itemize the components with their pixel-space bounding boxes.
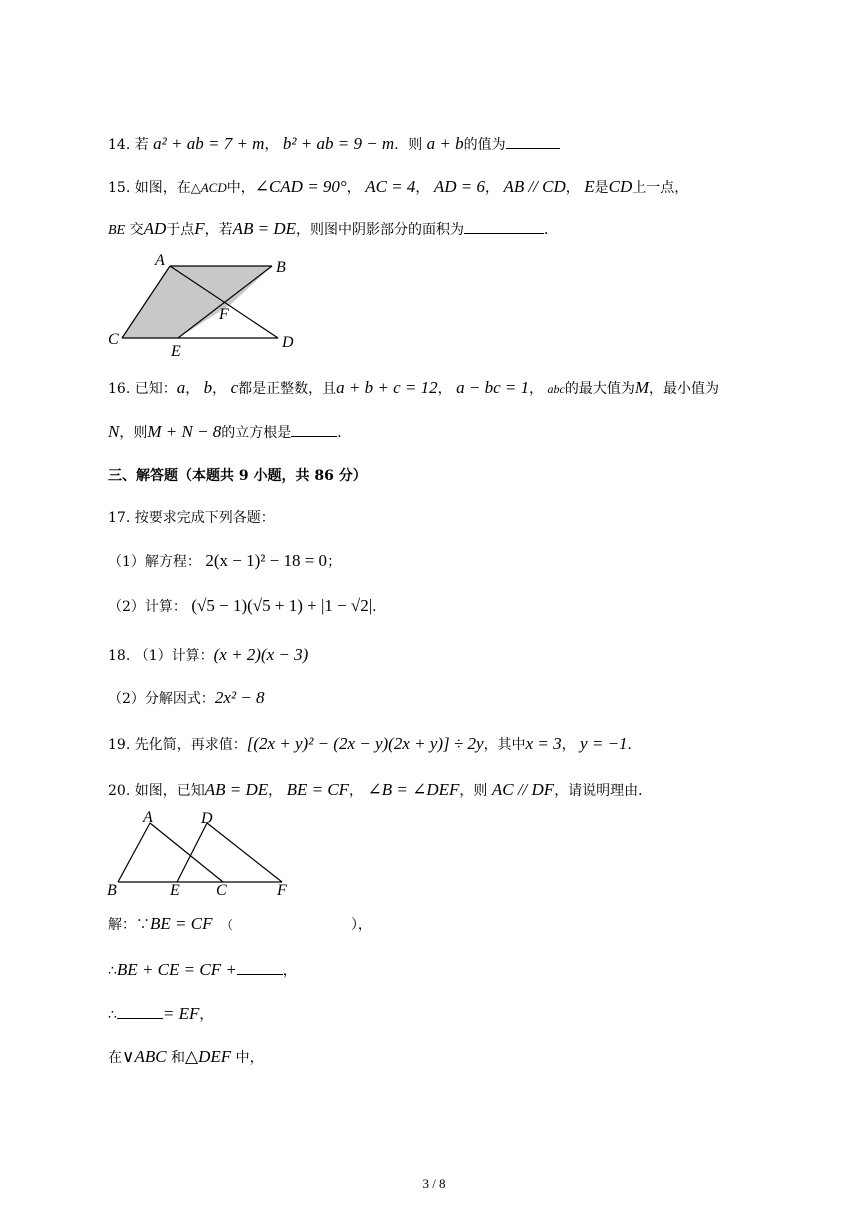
label-c: C xyxy=(108,331,119,348)
answer-blank[interactable] xyxy=(117,1004,163,1019)
answer-blank[interactable] xyxy=(291,422,337,437)
math-expression: ∠B = ∠DEF xyxy=(367,780,460,799)
segment-df xyxy=(207,823,282,882)
math-expression: (√5 − 1)(√5 + 1) + |1 − √2| xyxy=(191,596,373,615)
question-14: 14. 若 a² + ab = 7 + m， b² + ab = 9 − m．则 a + b的值为 xyxy=(108,134,560,155)
page-number: 3 / 8 xyxy=(422,1176,446,1191)
section-heading: 三、解答题（本题共 9 小题，共 86 分） xyxy=(108,468,367,484)
math-expression: △ACD xyxy=(190,180,227,195)
math-expression: AB = DE xyxy=(204,780,269,799)
math-expression: abc xyxy=(547,382,565,396)
math-expression: 2x² − 8 xyxy=(214,688,265,707)
math-expression: E xyxy=(584,177,595,196)
solution-step-3: ∴ = EF， xyxy=(108,1004,214,1023)
math-expression: M xyxy=(634,378,650,397)
question-15-line-2: BE 交AD于点F，若AB = DE，则图中阴影部分的面积为 ． xyxy=(108,219,559,238)
math-expression: AD xyxy=(143,219,167,238)
math-expression: (x + 2)(x − 3) xyxy=(213,645,309,664)
math-expression: BE + CE = CF + xyxy=(116,960,237,979)
math-expression: c xyxy=(230,378,239,397)
label-a: A xyxy=(143,810,153,826)
math-expression: = EF xyxy=(162,1004,200,1023)
triangles-figure xyxy=(100,810,300,900)
question-20: 20. 如图，已知AB = DE， BE = CF， ∠B = ∠DEF，则 AC // DF，请说明理由． xyxy=(108,780,653,799)
math-expression: F xyxy=(194,219,205,238)
question-17-part-1: （1）解方程： 2(x − 1)² − 18 = 0； xyxy=(108,551,342,570)
math-expression: AC = 4 xyxy=(365,177,416,196)
math-expression: AB // CD xyxy=(503,177,566,196)
label-a: A xyxy=(155,252,165,269)
segment-ed xyxy=(177,823,207,882)
math-expression: y = −1 xyxy=(580,734,628,753)
segment-ba xyxy=(118,823,150,882)
question-18-part-1: 18. （1）计算：(x + 2)(x − 3) xyxy=(108,645,309,664)
math-expression: BE = CF xyxy=(286,780,350,799)
math-expression: b² + ab = 9 − m xyxy=(282,134,395,153)
math-expression: N xyxy=(108,422,120,441)
math-expression: a + b + c = 12 xyxy=(336,378,438,397)
question-number: 15. xyxy=(108,180,131,196)
question-19: 19. 先化简，再求值：[(2x + y)² − (2x − y)(2x + y)] ÷ 2y，其中x = 3， y = −1． xyxy=(108,734,642,753)
math-expression: x = 3 xyxy=(525,734,562,753)
label-d: D xyxy=(282,334,294,351)
label-e: E xyxy=(170,882,180,899)
math-expression: ∨ABC xyxy=(122,1047,167,1066)
math-expression: △DEF xyxy=(185,1047,232,1066)
answer-blank[interactable] xyxy=(464,219,544,234)
answer-blank[interactable] xyxy=(237,960,283,975)
label-b: B xyxy=(276,259,286,276)
math-expression: M + N − 8 xyxy=(147,422,222,441)
math-expression: a + b xyxy=(426,134,464,153)
label-b: B xyxy=(107,882,117,899)
question-16-line-2: N，则M + N − 8的立方根是 ． xyxy=(108,422,352,441)
solution-step-4: 在∨ABC 和△DEF 中， xyxy=(108,1047,264,1066)
math-expression: ∠CAD = 90° xyxy=(254,177,347,196)
math-expression: AB = DE xyxy=(232,219,297,238)
label-f: F xyxy=(219,306,229,323)
question-number: 16. xyxy=(108,381,131,397)
math-expression: BE = CF xyxy=(150,914,213,933)
question-16: 16. 已知：a， b， c都是正整数，且a + b + c = 12， a − bc = 1， abc的最大值为M，最小值为 xyxy=(108,378,720,397)
answer-blank[interactable] xyxy=(506,134,560,149)
math-expression: a − bc = 1 xyxy=(456,378,530,397)
math-expression: b xyxy=(203,378,213,397)
math-expression: AD = 6 xyxy=(433,177,485,196)
question-18-part-2: （2）分解因式：2x² − 8 xyxy=(108,688,265,707)
question-15: 15. 如图，在△ACD中，∠CAD = 90°， AC = 4， AD = 6， AB // CD， E是CD上一点， xyxy=(108,177,689,196)
solution-step-1: 解：∵BE = CF （ ）， xyxy=(108,914,372,933)
label-e: E xyxy=(171,343,181,360)
parallelogram-figure xyxy=(100,248,310,360)
label-f: F xyxy=(277,882,287,899)
question-17: 17. 按要求完成下列各题： xyxy=(108,510,275,526)
label-c: C xyxy=(216,882,227,899)
solution-step-2: ∴BE + CE = CF + ， xyxy=(108,960,297,979)
shaded-region xyxy=(122,266,272,338)
question-17-part-2: （2）计算： (√5 − 1)(√5 + 1) + |1 − √2|． xyxy=(108,596,387,615)
math-expression: AC // DF xyxy=(491,780,555,799)
label-d: D xyxy=(201,810,213,827)
math-expression: BE xyxy=(108,223,126,238)
math-expression: a xyxy=(176,378,186,397)
math-expression: 2(x − 1)² − 18 = 0 xyxy=(205,551,328,570)
segment-ac xyxy=(150,823,223,882)
math-expression: a² + ab = 7 + m xyxy=(153,134,265,153)
math-expression: [(2x + y)² − (2x − y)(2x + y)] ÷ 2y xyxy=(246,734,484,753)
question-number: 14. xyxy=(108,137,131,153)
math-expression: CD xyxy=(608,177,633,196)
